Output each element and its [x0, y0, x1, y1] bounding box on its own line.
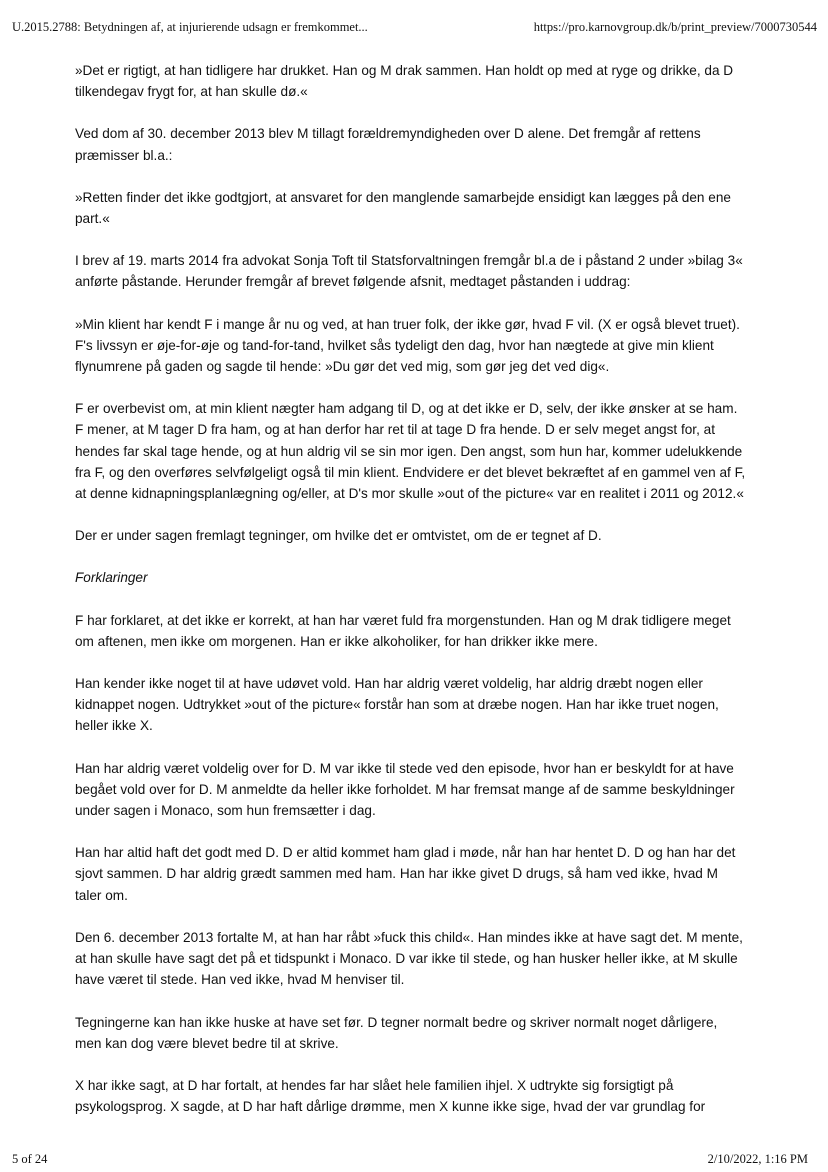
- paragraph: »Retten finder det ikke godtgjort, at ansvaret for den manglende samarbejde ensidigt kan lægges på den ene part.«: [75, 189, 731, 227]
- print-footer: [0, 1152, 828, 1172]
- paragraph: X har ikke sagt, at D har fortalt, at hendes far har slået hele familien ihjel. X udtrykte sig forsigtigt på psykologsprog. X sagde, at D har haft dårlige drømme, men X kunne ikke sige, hvad der var grundlag for: [75, 1077, 706, 1115]
- page-number: 5 of 24: [12, 1152, 48, 1166]
- document-url: https://pro.karnovgroup.dk/b/print_preview/7000730544: [533, 20, 817, 34]
- print-header: [0, 20, 828, 40]
- document-body: [75, 60, 747, 1138]
- paragraph: Der er under sagen fremlagt tegninger, om hvilke det er omtvistet, om de er tegnet af D.: [75, 528, 602, 544]
- paragraph: Han kender ikke noget til at have udøvet vold. Han har aldrig været voldelig, har aldrig dræbt nogen eller kidnappet nogen. Udtrykket »out of the picture« forstår han som at dræbe nogen. Han har ikke truet nogen, heller ikke X.: [75, 676, 719, 734]
- document-title: U.2015.2788: Betydningen af, at injurierende udsagn er fremkommet...: [12, 20, 368, 34]
- paragraph: »Min klient har kendt F i mange år nu og ved, at han truer folk, der ikke gør, hvad F vil. (X er også blevet truet). F's livssyn er øje-for-øje og tand-for-tand, hvilket sås tydeligt den dag, hvor han nægtede at give min klient flynumrene på gaden og sagde til hende: »Du gør det ved mig, som gør jeg det ved dig«.: [75, 316, 740, 375]
- paragraph: I brev af 19. marts 2014 fra advokat Sonja Toft til Statsforvaltningen fremgår bl.a de i påstand 2 under »bilag 3« anførte påstande. Herunder fremgår af brevet følgende afsnit, medtaget påstanden i uddrag:: [75, 253, 743, 290]
- paragraph: Ved dom af 30. december 2013 blev M tillagt forældremyndigheden over D alene. Det fremgår af rettens præmisser bl.a.:: [75, 126, 701, 163]
- print-date: 2/10/2022, 1:16 PM: [707, 1152, 808, 1166]
- paragraph: »Det er rigtigt, at han tidligere har drukket. Han og M drak sammen. Han holdt op med at ryge og drikke, da D tilkendegav frygt for, at han skulle dø.«: [75, 63, 734, 100]
- paragraph: Han har aldrig været voldelig over for D. M var ikke til stede ved den episode, hvor han er beskyldt for at have begået vold over for D. M anmeldte da heller ikke forholdet. M har fremsat mange af de samme beskyldninger under sagen i Monaco, som hun fremsætter i dag.: [75, 760, 735, 819]
- paragraph: F har forklaret, at det ikke er korrekt, at han har været fuld fra morgenstunden. Han og M drak tidligere meget om aftenen, men ikke om morgenen. Han er ikke alkoholiker, for han drikker ikke mere.: [75, 612, 731, 649]
- paragraph: Den 6. december 2013 fortalte M, at han har råbt »fuck this child«. Han mindes ikke at have sagt det. M mente, at han skulle have sagt det på et tidspunkt i Monaco. D var ikke til stede, og han husker heller ikke, at M skulle have været til stede. Han ved ikke, hvad M henviser til.: [75, 929, 743, 988]
- section-heading: Forklaringer: [75, 570, 148, 586]
- paragraph: Han har altid haft det godt med D. D er altid kommet ham glad i møde, når han har hentet D. D og han har det sjovt sammen. D har aldrig grædt sammen med ham. Han har ikke givet D drugs, så ham ved ikke, hvad M taler om.: [75, 845, 736, 903]
- paragraph: F er overbevist om, at min klient nægter ham adgang til D, og at det ikke er D, selv, der ikke ønsker at se ham. F mener, at M tager D fra ham, og at han derfor har ret til at tage D fra hende. D er selv meget angst for, at hendes far skal tage hende, og at hun aldrig vil se sin mor igen. Den angst, som hun har, kommer udelukkende fra F, og den overføres selvfølgeligt også til min klient. Endvidere er det blevet bekræftet af en gammel ven af F, at denne kidnapningsplanlægning og/eller, at D's mor skulle »out of the picture« var en realitet i 2011 og 2012.«: [75, 401, 746, 502]
- paragraph: Tegningerne kan han ikke huske at have set før. D tegner normalt bedre og skriver normalt noget dårligere, men kan dog være blevet bedre til at skrive.: [75, 1014, 718, 1051]
